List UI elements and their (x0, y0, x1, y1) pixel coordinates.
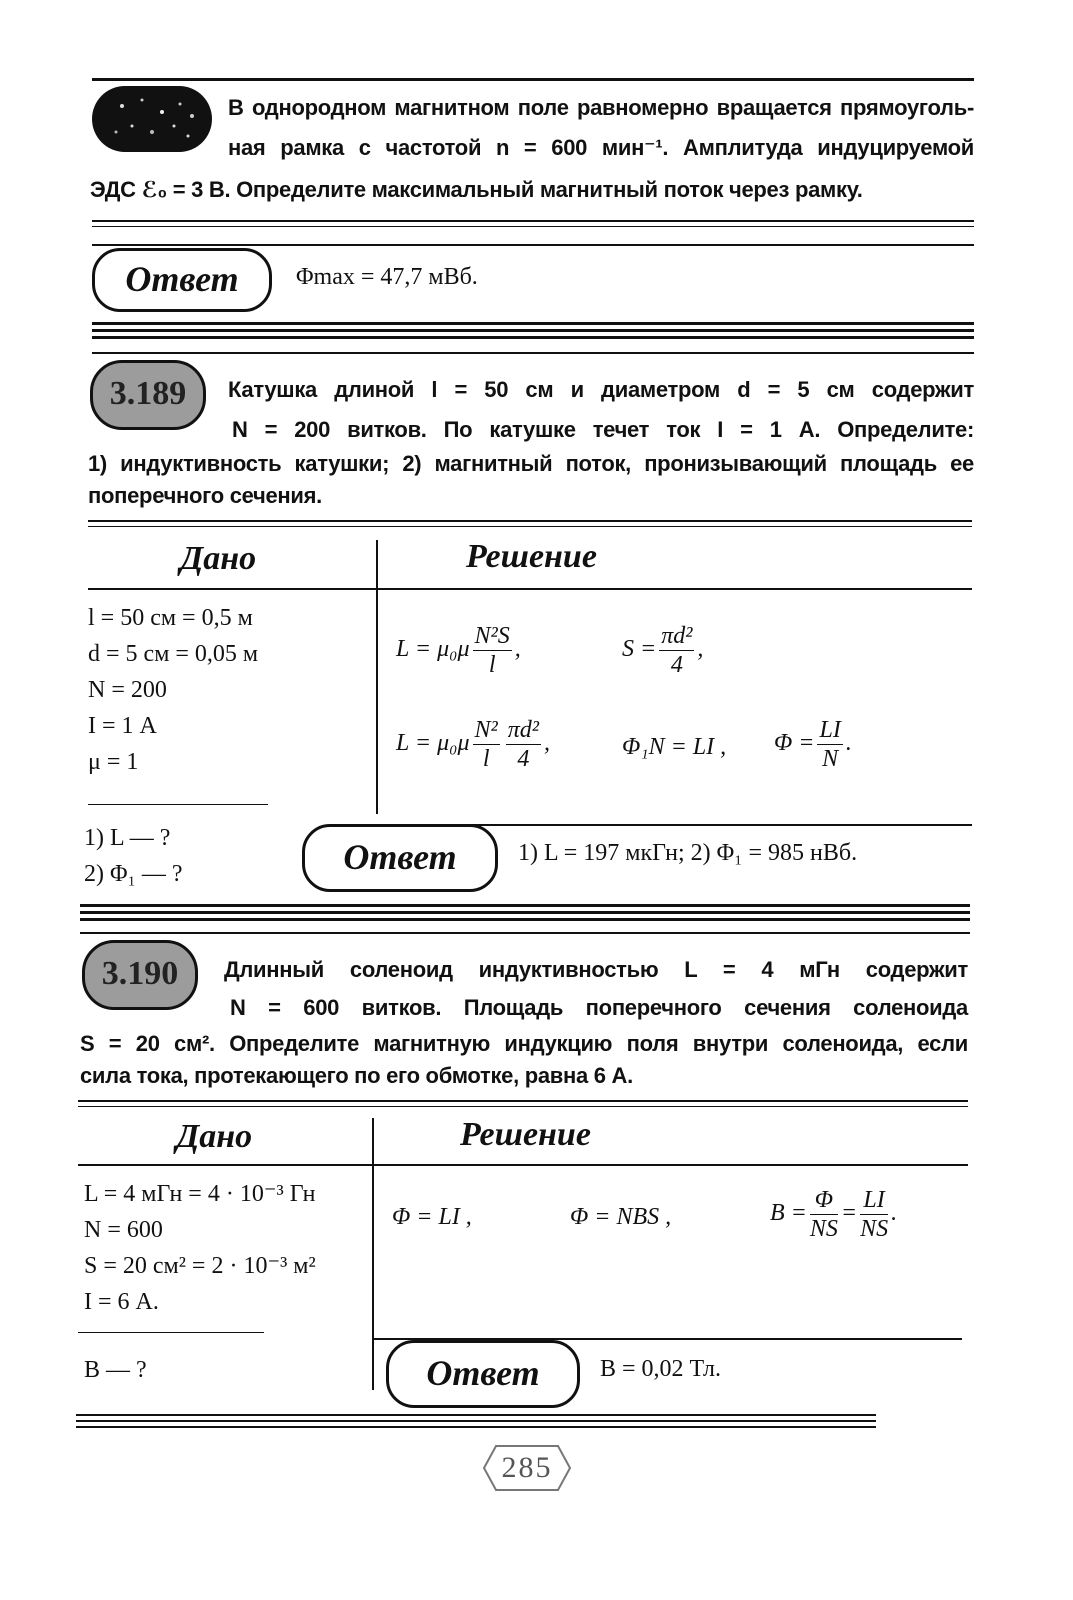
p190-formula-3-den2: NS (860, 1216, 889, 1242)
p189-given-list (88, 600, 258, 780)
p189-text-line4: поперечного сечения. (88, 483, 322, 508)
p189-formula-1: L = μ₀μ $\frac{\text{N²S}}{l}$ , (396, 623, 521, 678)
p189-formula-4: Φ₁N = LI , (622, 734, 727, 760)
p189-given-item: l = 50 см = 0,5 м (88, 605, 253, 631)
p189-given-item: N = 200 (88, 677, 167, 703)
p189-given-item: μ = 1 (88, 749, 139, 775)
p189-formula-5-lhs: Φ = (774, 730, 815, 757)
p189-formula-3-num1: N² (474, 717, 498, 743)
p189-formula-5: Φ = $\frac{LI}{N}$ . (774, 717, 852, 772)
p189-answer-label: Ответ (302, 824, 498, 892)
p190-formula-3-num2: LI (860, 1186, 888, 1215)
p190-find-item: B — ? (84, 1357, 147, 1383)
p190-formula-1: Φ = LI , (392, 1204, 472, 1230)
p189-formula-3-den1: l (482, 746, 490, 772)
p190-given-item: S = 20 см² = 2 · 10⁻³ м² (84, 1253, 316, 1279)
p189-formula-1-num: N²S (474, 623, 510, 649)
p189-formula-3-lhs: L = μ₀μ (396, 730, 470, 757)
problem-badge-icon (92, 86, 212, 152)
p189-formula-3-num2: πd² (507, 717, 539, 743)
p189-find-item: 1) L — ? (84, 825, 171, 851)
p190-given-list (84, 1176, 316, 1320)
p190-formula-3: B = $\frac{\Phi}{NS}$ = $\frac{LI}{NS}$ . (770, 1187, 898, 1242)
p190-solution-header: Решение (460, 1116, 591, 1153)
p190-formula-3-den1: NS (809, 1216, 838, 1242)
page-number: 285 (501, 1451, 553, 1484)
p189-text-line1: Катушка длиной l = 50 см и диаметром d = 5 см содержит (228, 377, 974, 402)
p189-formula-2-num: πd² (661, 623, 693, 649)
p189-formula-2-lhs: S = (622, 636, 657, 663)
p189-given-item: I = 1 А (88, 713, 157, 739)
p188-text-line2: ная рамка с частотой n = 600 мин⁻¹. Амплитуда индуцируемой (228, 135, 974, 160)
p189-formula-1-den: l (488, 652, 496, 678)
p189-find-list (84, 820, 183, 892)
p190-text-line1: Длинный соленоид индуктивностью L = 4 мГн содержит (224, 957, 968, 982)
p190-given-item: I = 6 А. (84, 1289, 159, 1315)
p189-solution-header: Решение (466, 538, 597, 575)
p189-given-header: Дано (180, 540, 257, 577)
p189-text-line3: 1) индуктивность катушки; 2) магнитный поток, пронизывающий площадь ее (88, 451, 974, 476)
p189-formula-1-lhs: L = μ₀μ (396, 636, 470, 663)
p190-text-line3: S = 20 см². Определите магнитную индукцию поля внутри соленоида, если (80, 1031, 968, 1056)
p189-number-badge: 3.189 (90, 360, 206, 430)
p190-given-header: Дано (176, 1118, 253, 1155)
p189-formula-3-den2: 4 (517, 746, 530, 772)
p190-number-badge: 3.190 (82, 940, 198, 1010)
p189-answer: 1) L = 197 мкГн; 2) Φ₁ = 985 нВб. (518, 840, 858, 866)
p190-text-line2: N = 600 витков. Площадь поперечного сечения соленоида (230, 995, 968, 1020)
p190-answer-label: Ответ (386, 1340, 580, 1408)
p188-answer: Φmax = 47,7 мВб. (296, 264, 478, 290)
p188-text-line3: ЭДС ℰ₀ = 3 В. Определите максимальный магнитный поток через рамку. (90, 177, 863, 202)
p189-find-item: 2) Φ₁ — ? (84, 861, 183, 887)
p188-text-line1: В однородном магнитном поле равномерно вращается прямоуголь- (228, 95, 974, 120)
p189-given-item: d = 5 см = 0,05 м (88, 641, 259, 667)
p190-given-item: N = 600 (84, 1217, 163, 1243)
p190-formula-3-lhs: B = (770, 1200, 807, 1227)
p189-formula-2: S = $\frac{\text{πd²}}{4}$ , (622, 623, 704, 678)
p189-formula-5-num: LI (819, 717, 841, 743)
p189-formula-2-den: 4 (670, 652, 683, 678)
p190-find-list (84, 1352, 147, 1388)
p189-formula-3: L = μ₀μ $\frac{\text{N²}}{l}$ $\frac{\text{πd²}}{4}$ , (396, 717, 550, 772)
p190-formula-2: Φ = NBS , (570, 1204, 672, 1230)
p188-answer-label: Ответ (92, 248, 272, 312)
p190-text-line4: сила тока, протекающего по его обмотке, равна 6 А. (80, 1063, 633, 1088)
p190-formula-3-num1: Φ (810, 1186, 838, 1215)
p189-formula-5-den: N (822, 746, 839, 772)
p190-given-item: L = 4 мГн = 4 · 10⁻³ Гн (84, 1181, 316, 1207)
p189-text-line2: N = 200 витков. По катушке течет ток I = 1 А. Определите: (232, 417, 974, 442)
p190-answer: B = 0,02 Тл. (600, 1356, 721, 1382)
